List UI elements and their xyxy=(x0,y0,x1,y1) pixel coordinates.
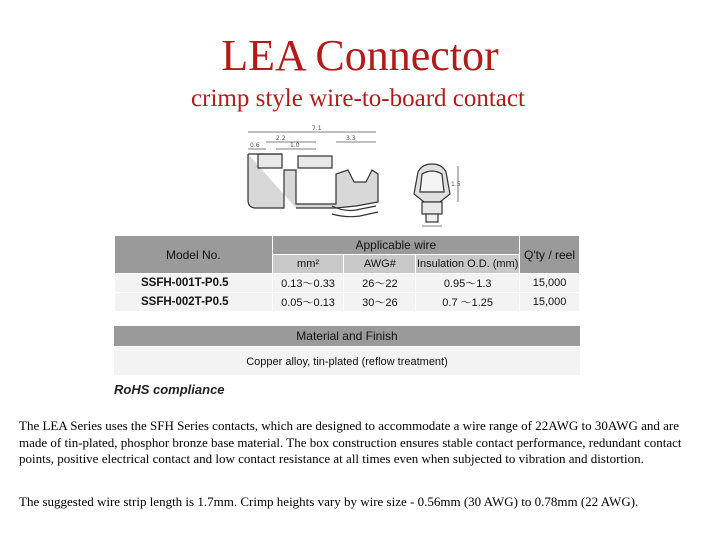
page-subtitle: crimp style wire-to-board contact xyxy=(191,85,525,112)
header-applicable-wire: Applicable wire xyxy=(272,236,519,255)
table-row xyxy=(115,293,580,312)
material-header: Material and Finish xyxy=(114,326,580,346)
dim-gap: 1.0 xyxy=(290,142,300,149)
dim-overall-length: 7.1 xyxy=(312,125,322,132)
qty-cell: 15,000 xyxy=(520,274,580,293)
awg-cell: 30～26 xyxy=(344,293,416,312)
mm2-cell: 0.05～0.13 xyxy=(272,293,344,312)
material-value: Copper alloy, tin-plated (reflow treatment) xyxy=(114,347,580,375)
dim-height: 1.5 xyxy=(451,181,461,188)
subheader-mm2: mm² xyxy=(272,255,344,274)
strip-length-paragraph: The suggested wire strip length is 1.7mm. Crimp heights vary by wire size - 0.56mm (30 AWG) to 0.78mm (22 AWG). xyxy=(19,494,639,509)
header-qty: Q'ty / reel xyxy=(520,236,580,274)
contact-end-view xyxy=(414,164,450,222)
model-cell: SSFH-001T-P0.5 xyxy=(115,274,273,293)
contact-drawing xyxy=(236,122,468,232)
mm2-cell: 0.13～0.33 xyxy=(272,274,344,293)
contact-side-view xyxy=(248,154,378,208)
header-model: Model No. xyxy=(115,236,273,274)
dim-crimp-length: 3.3 xyxy=(346,135,356,142)
model-cell: SSFH-002T-P0.5 xyxy=(115,293,273,312)
awg-cell: 26～22 xyxy=(344,274,416,293)
insulation-cell: 0.7 ～1.25 xyxy=(416,293,520,312)
spec-table xyxy=(114,235,580,312)
dim-tip: 0.6 xyxy=(250,142,260,149)
rohs-label: RoHS compliance xyxy=(114,382,225,397)
page-title: LEA Connector xyxy=(221,31,499,80)
dim-box-length: 2.2 xyxy=(276,135,286,142)
table-row xyxy=(115,274,580,293)
subheader-awg: AWG# xyxy=(344,255,416,274)
insulation-cell: 0.95～1.3 xyxy=(416,274,520,293)
qty-cell: 15,000 xyxy=(520,293,580,312)
description-paragraph: The LEA Series uses the SFH Series contacts, which are designed to accommodate a wire range of 22AWG to 30AWG and are made of tin-plated, phosphor bronze base material. The box construction ensures stable contact performance, redundant contact points, positive electrical contact and low contact resistance at all times even when subjected to vibration and distortion. xyxy=(19,418,682,466)
subheader-insulation: Insulation O.D. (mm) xyxy=(416,255,520,274)
